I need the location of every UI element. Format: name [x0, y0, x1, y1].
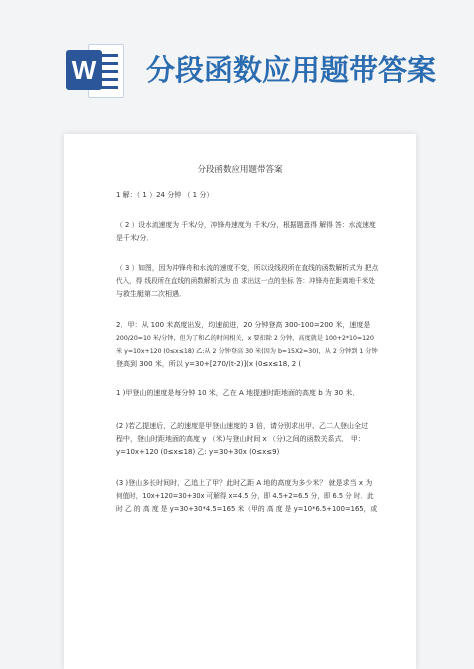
paragraph: [116, 420, 378, 459]
text-line: 2．甲：从 100 米高度出发，均速前进，20 分钟登高 300-100=200 米，速度是: [116, 321, 371, 329]
paragraph: [116, 477, 378, 516]
text-line: 1 解：（ 1 ）24 分钟 （ 1 分）: [116, 191, 214, 199]
word-document-icon: [66, 40, 126, 100]
text-line: 时 乙 的 高 度 是 y=30+30*4.5=165 米（甲的 高 度 是 y=10*6.5+100=165，或: [116, 505, 378, 513]
text-line: 代入，得 线段所在直线的函数解析式为 由 求出这一点的坐标 答：冲锋舟在距离地千米处: [116, 277, 375, 285]
text-line: 何值时，10x+120=30+30x 可解得 x=4.5 分，即 4.5+2=6.5 分，即 6.5 分 时．此: [116, 492, 374, 500]
text-line: 与救生艇第二次相遇．: [116, 290, 186, 298]
text-line: 1 )甲登山的速度是每分钟 10 米，乙在 A 地提速时距地面的高度 b 为 30 米．: [116, 389, 360, 397]
paragraph: [116, 262, 378, 301]
text-line: 是千米/分．: [116, 234, 154, 242]
text-line: 登高到 300 米，所以 y=30+[270/(t-2)](x (0≤x≤18, 2 (: [116, 360, 302, 368]
text-line: (3 )登山多长时间时，乙追上了甲？此时乙距 A 地的高度为多少米？ 就是求当 x 为: [116, 479, 373, 487]
paragraph: [116, 387, 378, 400]
paragraph: [116, 219, 378, 245]
document-page: [64, 134, 416, 669]
text-line: (2 )若乙提速后，乙的速度是甲登山速度的 3 倍，请分别求出甲、乙二人登山全过: [116, 422, 369, 430]
banner-title: 分段函数应用题带答案: [146, 53, 437, 87]
header-banner: [0, 0, 474, 140]
paragraph: [116, 189, 378, 202]
text-line: y=10x+120 (0≤x≤18) 乙: y=30+30x (0≤x≤9): [116, 448, 280, 456]
text-line: （ 3 ）如图，因为冲锋舟和水流的速度不变，所以设线段所在直线的函数解析式为 把点: [116, 264, 379, 272]
document-title: 分段函数应用题带答案: [197, 165, 283, 175]
text-line: 程中，登山时距地面的高度 y （米)与登山时间 x （分)之间的函数关系式． 甲：: [116, 435, 365, 443]
text-line: 米 y=10x+120 (0≤x≤18) 乙:从 2 分钟登高 30 米(因为 b=15X2=30)，从 2 分钟到 1 分钟: [116, 348, 378, 355]
paragraph: [116, 319, 378, 371]
text-line: （ 2 ）设水流速度为 千米/分，冲锋舟速度为 千米/分，根据题意得 解得 答：水流速度: [116, 221, 376, 229]
word-badge: W: [66, 50, 102, 90]
text-line: 200/20=10 米/分钟，但为了和乙的时间相关，x 要扣除 2 分钟，高度就是 100+2*10=120: [116, 335, 374, 342]
